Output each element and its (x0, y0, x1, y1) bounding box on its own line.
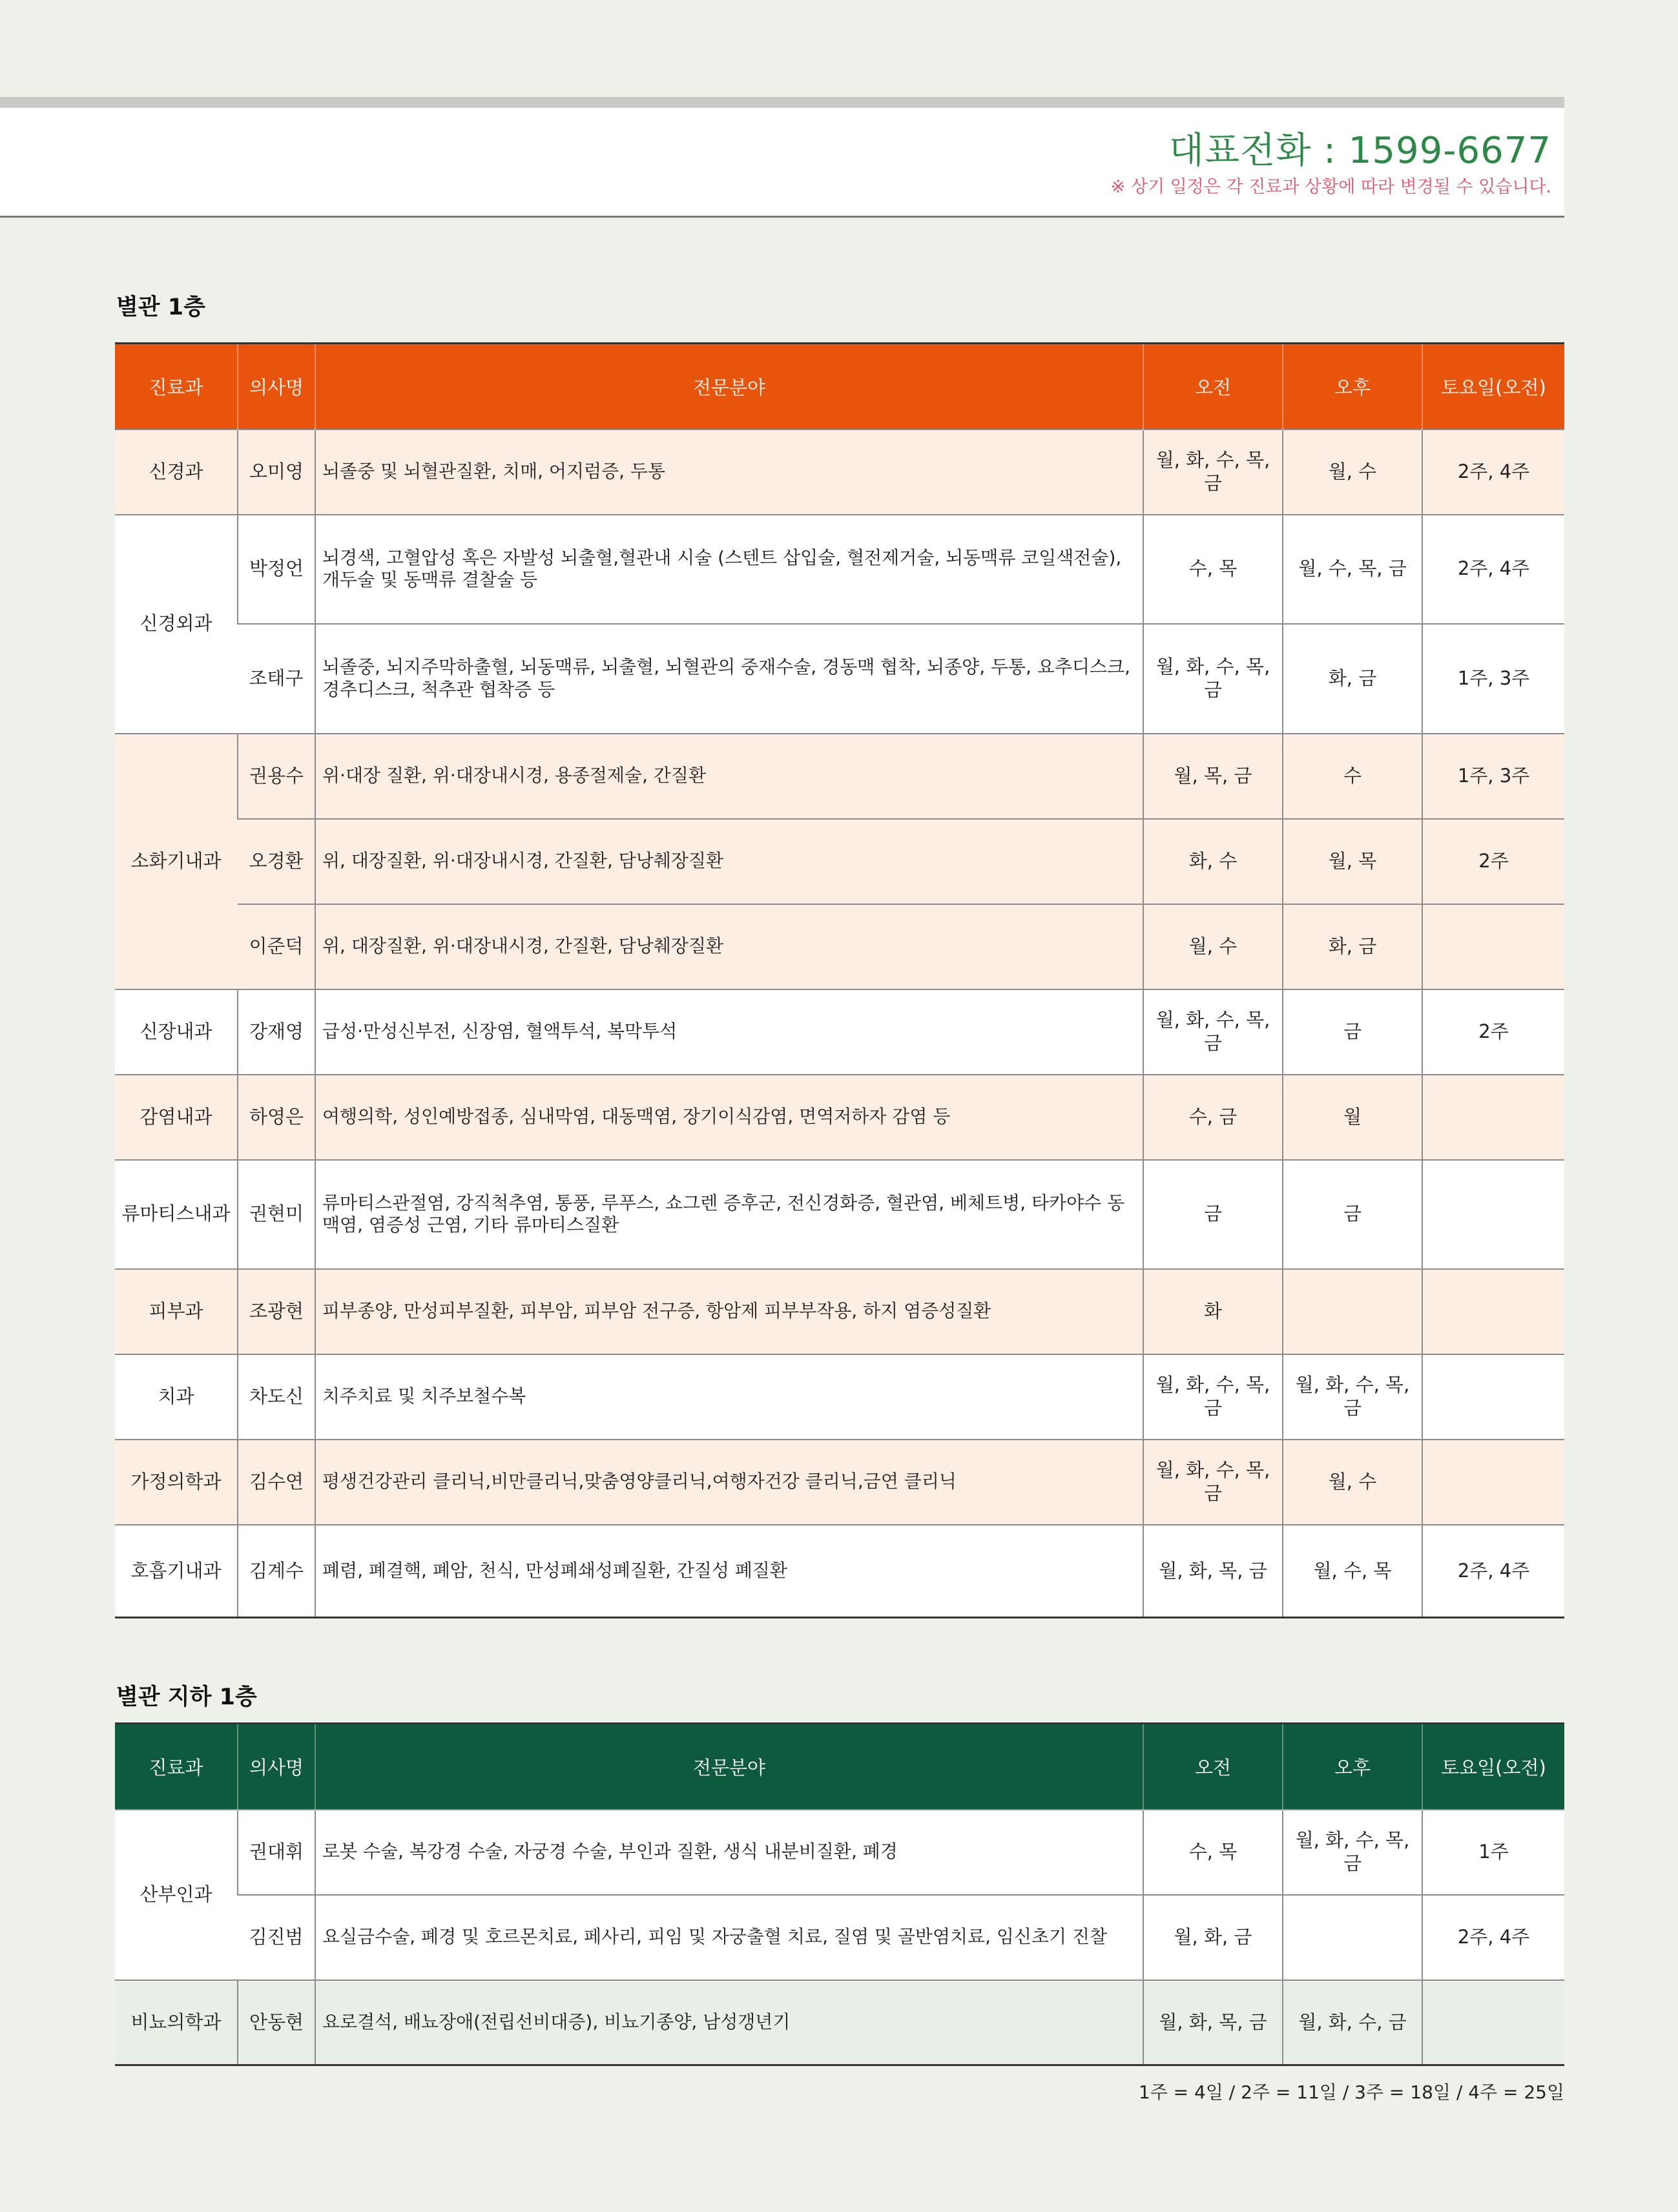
table-row (115, 734, 1564, 819)
specialty-cell: 위·대장 질환, 위·대장내시경, 용종절제술, 간질환 (315, 734, 1143, 819)
saturday-cell (1422, 904, 1564, 989)
table-row (115, 1810, 1564, 1895)
saturday-cell (1422, 1980, 1564, 2065)
dept-cell: 호흡기내과 (115, 1525, 238, 1618)
pm-cell: 수 (1283, 734, 1422, 819)
doctor-cell: 김수연 (238, 1440, 315, 1525)
am-cell: 월, 화, 수, 목, 금 (1143, 1354, 1283, 1440)
pm-cell: 금 (1283, 989, 1422, 1075)
doctor-cell: 박정언 (238, 515, 315, 624)
doctor-cell: 오미영 (238, 429, 315, 515)
pm-cell: 월, 수, 목 (1283, 1525, 1422, 1618)
doctor-cell: 조광현 (238, 1269, 315, 1354)
pm-cell: 월, 화, 수, 금 (1283, 1980, 1422, 2065)
doctor-cell: 조태구 (238, 624, 315, 734)
am-cell: 월, 목, 금 (1143, 734, 1283, 819)
col-header-dept: 진료과 (149, 1756, 203, 1779)
col-header-am: 오전 (1143, 1724, 1283, 1810)
col-header-saturday: 토요일(오전) (1422, 1724, 1564, 1810)
doctor-cell: 김계수 (238, 1525, 315, 1618)
col-header-doctor: 의사명 (238, 344, 315, 429)
am-cell: 월, 화, 수, 목, 금 (1143, 989, 1283, 1075)
am-cell: 수, 목 (1143, 515, 1283, 624)
table-row (115, 1440, 1564, 1525)
specialty-cell: 위, 대장질환, 위·대장내시경, 간질환, 담낭췌장질환 (315, 819, 1143, 904)
specialty-cell: 요실금수술, 폐경 및 호르몬치료, 페사리, 피임 및 자궁출혈 치료, 질염 및 골반염치료, 임신초기 진찰 (315, 1895, 1143, 1980)
dept-cell: 소화기내과 (115, 734, 238, 989)
am-cell: 화 (1143, 1269, 1283, 1354)
table-row (115, 515, 1564, 624)
doctor-cell: 권용수 (238, 734, 315, 819)
main-phone-number[interactable]: 대표전화 : 1599-6677 (1168, 130, 1551, 172)
schedule-table-annex-b1 (115, 1722, 1564, 2066)
am-cell: 월, 화, 목, 금 (1143, 1525, 1283, 1618)
table-row (115, 904, 1564, 989)
saturday-cell: 2주, 4주 (1422, 1895, 1564, 1980)
am-cell: 월, 화, 금 (1143, 1895, 1283, 1980)
dept-cell: 가정의학과 (115, 1440, 238, 1525)
pm-cell: 월, 화, 수, 목, 금 (1283, 1354, 1422, 1440)
specialty-cell: 여행의학, 성인예방접종, 심내막염, 대동맥염, 장기이식감염, 면역저하자 감염 등 (315, 1075, 1143, 1160)
col-header-pm: 오후 (1283, 1724, 1422, 1810)
am-cell: 금 (1143, 1160, 1283, 1269)
saturday-cell (1422, 1075, 1564, 1160)
col-header-specialty: 전문분야 (315, 1724, 1143, 1810)
col-header-am: 오전 (1143, 344, 1283, 429)
saturday-cell (1422, 1269, 1564, 1354)
am-cell: 수, 목 (1143, 1810, 1283, 1895)
am-cell: 월, 수 (1143, 904, 1283, 989)
col-header-specialty: 전문분야 (315, 344, 1143, 429)
dept-cell: 비뇨의학과 (115, 1980, 238, 2065)
schedule-table-annex-1f (115, 342, 1564, 1618)
dept-cell: 치과 (115, 1354, 238, 1440)
pm-cell: 화, 금 (1283, 624, 1422, 734)
table-row (115, 1269, 1564, 1354)
doctor-cell: 김진범 (238, 1895, 315, 1980)
am-cell: 월, 화, 수, 목, 금 (1143, 429, 1283, 515)
saturday-cell: 2주 (1422, 989, 1564, 1075)
pm-cell: 월, 수, 목, 금 (1283, 515, 1422, 624)
specialty-cell: 치주치료 및 치주보철수복 (315, 1354, 1143, 1440)
am-cell: 월, 화, 수, 목, 금 (1143, 1440, 1283, 1525)
saturday-cell: 1주 (1422, 1810, 1564, 1895)
table-row (115, 989, 1564, 1075)
am-cell: 월, 화, 수, 목, 금 (1143, 624, 1283, 734)
top-divider-bar (0, 97, 1564, 108)
pm-cell: 화, 금 (1283, 904, 1422, 989)
pm-cell (1283, 1895, 1422, 1980)
table-row (115, 624, 1564, 734)
dept-cell: 신장내과 (115, 989, 238, 1075)
saturday-cell (1422, 1160, 1564, 1269)
specialty-cell: 요로결석, 배뇨장애(전립선비대증), 비뇨기종양, 남성갱년기 (315, 1980, 1143, 2065)
doctor-cell: 강재영 (238, 989, 315, 1075)
page-header (0, 108, 1564, 218)
schedule-change-notice: ※ 상기 일정은 각 진료과 상황에 따라 변경될 수 있습니다. (1110, 177, 1551, 197)
specialty-cell: 류마티스관절염, 강직척추염, 통풍, 루푸스, 쇼그렌 증후군, 전신경화증, 혈관염, 베체트병, 타카야수 동맥염, 염증성 근염, 기타 류마티스질환 (315, 1160, 1143, 1269)
saturday-cell: 2주, 4주 (1422, 429, 1564, 515)
doctor-cell: 하영은 (238, 1075, 315, 1160)
table-header-row (115, 1724, 1564, 1810)
section-title-annex-b1: 별관 지하 1층 (116, 1684, 257, 1710)
specialty-cell: 로봇 수술, 복강경 수술, 자궁경 수술, 부인과 질환, 생식 내분비질환, 폐경 (315, 1810, 1143, 1895)
col-header-dept: 진료과 (149, 376, 203, 398)
table-row (115, 1895, 1564, 1980)
dept-cell: 감염내과 (115, 1075, 238, 1160)
specialty-cell: 뇌경색, 고혈압성 혹은 자발성 뇌출혈,혈관내 시술 (스텐트 삽입술, 혈전제거술, 뇌동맥류 코일색전술), 개두술 및 동맥류 결찰술 등 (315, 515, 1143, 624)
saturday-cell: 2주 (1422, 819, 1564, 904)
dept-cell: 신경외과 (115, 515, 238, 734)
dept-cell: 신경과 (115, 429, 238, 515)
table-row (115, 1160, 1564, 1269)
am-cell: 수, 금 (1143, 1075, 1283, 1160)
am-cell: 월, 화, 목, 금 (1143, 1980, 1283, 2065)
specialty-cell: 뇌졸중 및 뇌혈관질환, 치매, 어지럼증, 두통 (315, 429, 1143, 515)
am-cell: 화, 수 (1143, 819, 1283, 904)
saturday-cell (1422, 1440, 1564, 1525)
dept-cell: 피부과 (115, 1269, 238, 1354)
saturday-cell: 2주, 4주 (1422, 515, 1564, 624)
doctor-cell: 안동현 (238, 1980, 315, 2065)
pm-cell: 월, 수 (1283, 429, 1422, 515)
table-row (115, 429, 1564, 515)
saturday-cell (1422, 1354, 1564, 1440)
specialty-cell: 평생건강관리 클리닉,비만클리닉,맞춤영양클리닉,여행자건강 클리닉,금연 클리닉 (315, 1440, 1143, 1525)
table-row (115, 1075, 1564, 1160)
doctor-cell: 차도신 (238, 1354, 315, 1440)
saturday-cell: 2주, 4주 (1422, 1525, 1564, 1618)
doctor-cell: 권현미 (238, 1160, 315, 1269)
table-row (115, 1980, 1564, 2065)
dept-cell: 류마티스내과 (115, 1160, 238, 1269)
pm-cell: 금 (1283, 1160, 1422, 1269)
specialty-cell: 뇌졸중, 뇌지주막하출혈, 뇌동맥류, 뇌출혈, 뇌혈관의 중재수술, 경동맥 협착, 뇌종양, 두통, 요추디스크, 경추디스크, 척추관 협착증 등 (315, 624, 1143, 734)
section-title-annex-1f: 별관 1층 (116, 295, 205, 320)
pm-cell: 월, 목 (1283, 819, 1422, 904)
pm-cell: 월, 수 (1283, 1440, 1422, 1525)
pm-cell: 월, 화, 수, 목, 금 (1283, 1810, 1422, 1895)
col-header-saturday: 토요일(오전) (1422, 344, 1564, 429)
table-header-row (115, 344, 1564, 429)
doctor-cell: 이준덕 (238, 904, 315, 989)
specialty-cell: 피부종양, 만성피부질환, 피부암, 피부암 전구증, 항암제 피부부작용, 하지 염증성질환 (315, 1269, 1143, 1354)
doctor-cell: 권대휘 (238, 1810, 315, 1895)
specialty-cell: 폐렴, 폐결핵, 폐암, 천식, 만성폐쇄성폐질환, 간질성 폐질환 (315, 1525, 1143, 1618)
saturday-cell: 1주, 3주 (1422, 624, 1564, 734)
specialty-cell: 급성·만성신부전, 신장염, 혈액투석, 복막투석 (315, 989, 1143, 1075)
col-header-pm: 오후 (1283, 344, 1422, 429)
doctor-cell: 오경환 (238, 819, 315, 904)
dept-cell: 산부인과 (115, 1810, 238, 1980)
week-date-footnote: 1주 = 4일 / 2주 = 11일 / 3주 = 18일 / 4주 = 25일 (1138, 2082, 1564, 2103)
table-row (115, 1525, 1564, 1618)
saturday-cell: 1주, 3주 (1422, 734, 1564, 819)
col-header-doctor: 의사명 (238, 1724, 315, 1810)
pm-cell: 월 (1283, 1075, 1422, 1160)
table-row (115, 819, 1564, 904)
specialty-cell: 위, 대장질환, 위·대장내시경, 간질환, 담낭췌장질환 (315, 904, 1143, 989)
table-row (115, 1354, 1564, 1440)
pm-cell (1283, 1269, 1422, 1354)
